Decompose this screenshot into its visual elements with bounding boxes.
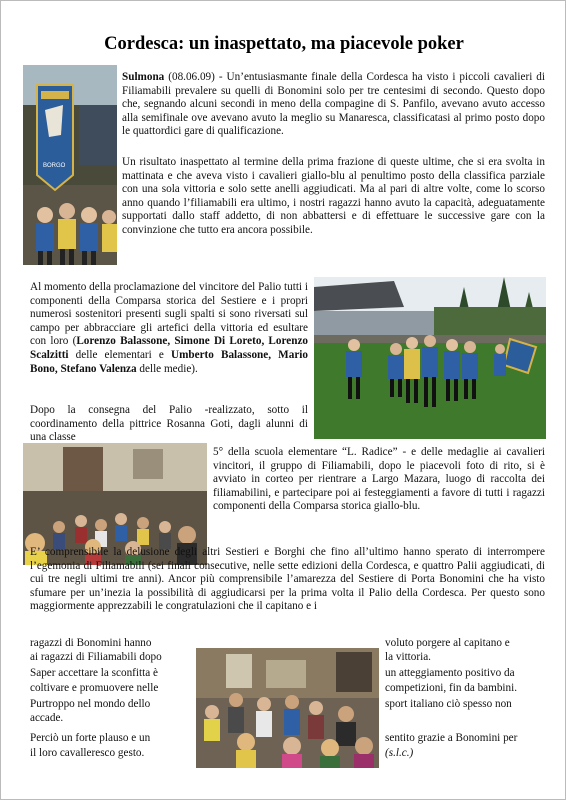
row1-left: ragazzi di Bonomini hanno <box>30 637 152 649</box>
photo-field-boys <box>314 277 546 439</box>
row7-right: sentito grazie a Bonomini per <box>385 732 518 744</box>
paragraph-palio-left: Dopo la consegna del Palio -realizzato, sotto il coordinamento della pittrice Rosanna Goti, dagli alunni di una classe <box>30 404 308 444</box>
paragraph-proclamation-text: Al momento della proclamazione del vincitore del Palio tutti i componenti della Comparsa storica del Sestiere e i propri numerosi sostenitori presenti sugli spalti si sono riversati sul campo per abbracciare gli artefici della vittoria ed esultare con loro ( <box>30 281 308 348</box>
paragraph-proclamation <box>30 281 308 407</box>
paragraph-proclamation-mid: delle elementari e <box>68 348 171 361</box>
row6-left: accade. <box>30 712 64 724</box>
dateline-city: Sulmona <box>122 71 165 83</box>
signature: (s.l.c.) <box>385 747 414 759</box>
paragraph-morning: Un risultato inaspettato al termine della prima frazione di queste ultime, che si era svolta in mattinata e che aveva visto i cavalieri giallo-blu al penultimo posto della classifica parziale con una sola vittoria e solo sette anelli aggiudicati. Ma al pari di altre volte, come lo scorso anno quando l’filiamabili era ultimo, i nostri ragazzi hanno avuto la capacità, adeguatamente supportati dallo staff addetto, di non abbattersi e di effettuare le successive gare con la convinzione che tutto era ancora possibile. <box>122 156 545 236</box>
photo-banner-boys <box>23 65 117 265</box>
names-middle: Umberto Balassone, Mario Bono, Stefano Valenza <box>30 348 308 375</box>
dateline-date: (08.06.09) <box>164 71 215 83</box>
paragraph-proclamation-end: delle medie). <box>136 362 198 375</box>
row7-left: Perciò un forte plauso e un <box>30 732 151 744</box>
photo-celebration-image <box>196 648 379 768</box>
paragraph-intro-text: - Un’entusiasmante finale della Cordesca ha visto i piccoli cavalieri di Filiamabili prevalere su quelli di Bonomini solo per tre centesimi di secondo. Questo dopo che, segnando alcuni secondi in meno della compagine di S. Panfilo, avevano avuto accesso alla semifinale ove avevano avuto la meglio su Manaresca, classificatasi al primo posto dopo le quattordici gare di qualificazione. <box>122 71 546 138</box>
row2-right: la vittoria. <box>385 651 431 663</box>
banner-text: BORGO <box>43 163 66 169</box>
row8-left: il loro cavalleresco gesto. <box>30 747 145 759</box>
row4-right: competizioni, fin da bambini. <box>385 682 518 694</box>
row3-right: un atteggiamento positivo da <box>385 667 515 679</box>
row5-left: Purtroppo nel mondo dello <box>30 698 151 710</box>
paragraph-palio-right: 5° della scuola elementare “L. Radice” - e delle medaglie ai cavalieri vincitori, il gruppo di Filiamabili, dopo le piacevoli foto di rito, si è avviato in corteo per rientrare a Largo Mazara, luogo di raccolta dei filiamabilini, e partecipare poi ai festeggiamenti a favore di tutti i ragazzi componenti della Comparsa storica giallo-blu. <box>213 446 545 513</box>
photo-banner-boys-image <box>23 65 117 265</box>
paragraph-intro <box>122 71 545 153</box>
row1-right: voluto porgere al capitano e <box>385 637 510 649</box>
article-title: Cordesca: un inaspettato, ma piacevole poker <box>104 34 464 54</box>
row5-right: sport italiano ciò spesso non <box>385 698 512 710</box>
row4-left: coltivare e promuovere nelle <box>30 682 159 694</box>
row3-left: Saper accettare la sconfitta è <box>30 667 158 679</box>
names-elementary: Lorenzo Balassone, Simone Di Loreto, Lorenzo Scalzitti <box>30 335 308 361</box>
paragraph-delusion: E’ comprensibile la delusione degli altri Sestieri e Borghi che fino all’ultimo hanno sperato di interrompere l’egemonia di Filiamabili (sei finali consecutive, nelle sette edizioni della Cordesca, e quattro Palii aggiudicati, di cui tre negli ultimi tre anni). Ancor più comprensibile l’amarezza del Sestiere di Porta Bonomini che ha visto sfumare per un’inezia la possibilità di aggiudicarsi per la prima volta il Palio della Cordesca. Per questo sono maggiormente apprezzabili le congratulazioni che il capitano e i <box>30 546 545 613</box>
row2-left: ai ragazzi di Filiamabili dopo <box>30 651 162 663</box>
photo-celebration <box>196 648 379 768</box>
photo-field-boys-image <box>314 277 546 439</box>
